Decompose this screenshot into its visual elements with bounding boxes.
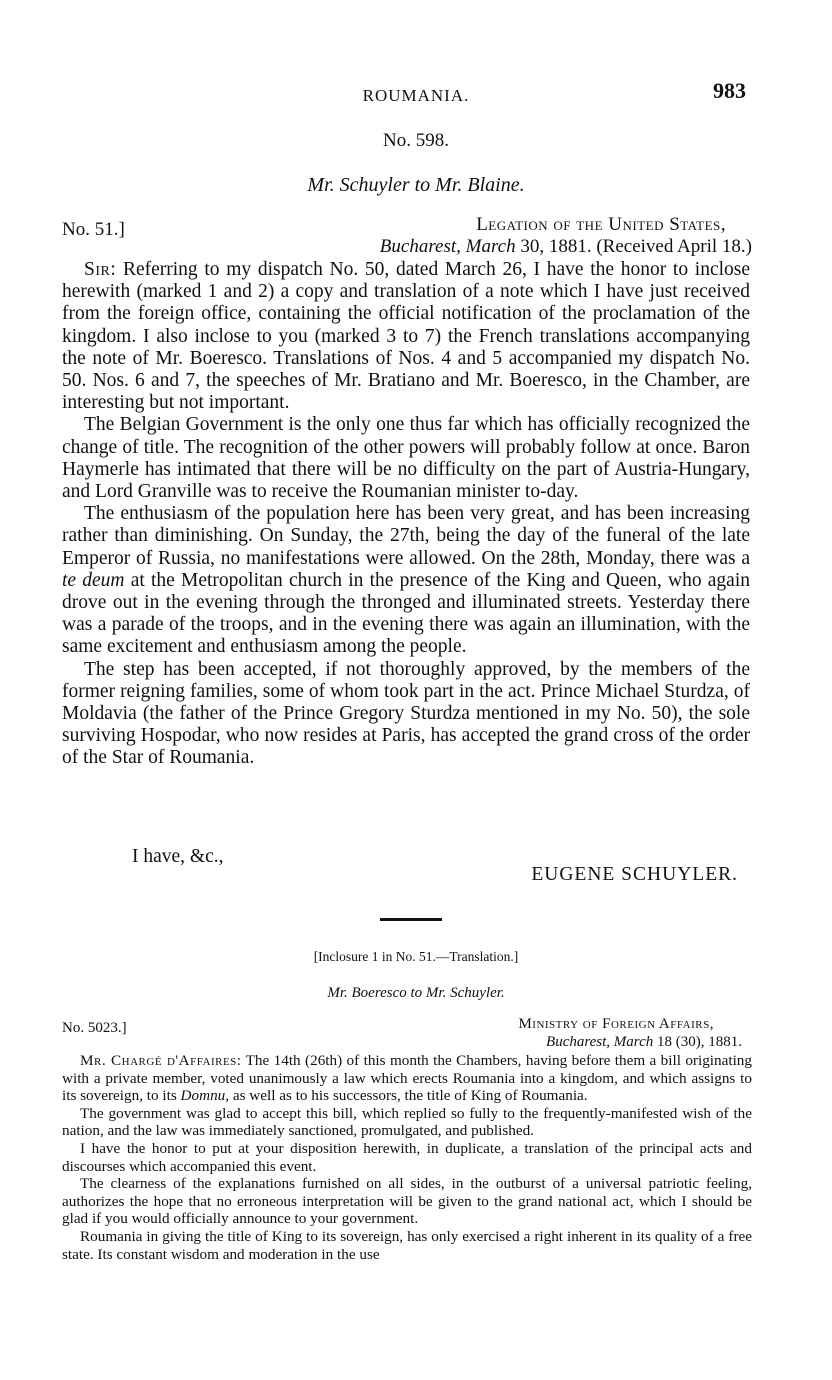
inclosure-number: No. 5023.]: [62, 1020, 127, 1036]
legation-line: Legation of the United States,: [476, 214, 726, 235]
letter-dateline: [379, 214, 752, 258]
inclosure-dateline: [518, 1015, 742, 1051]
paragraph-text: at the Metropolitan church in the presence of the King and Queen, who again drove out in the evening through the thronged and illuminated streets. Yesterday there was a parade of the troops, and in the evening there was again an illumination, with the same excitement and enthusiasm among the people.: [62, 569, 750, 658]
dispatch-number: No. 51.]: [62, 219, 125, 240]
inclosure-body: [62, 1052, 752, 1263]
paragraph-text: , as well as to his successors, the title of King of Roumania.: [225, 1087, 588, 1105]
inclosure-heading: Mr. Boeresco to Mr. Schuyler.: [327, 985, 505, 1001]
place-italic: Bucharest, March: [546, 1034, 654, 1050]
page-number: 983: [713, 78, 746, 103]
paragraph: [62, 1052, 752, 1105]
salutation: Mr. Chargé d'Affaires:: [80, 1052, 242, 1069]
paragraph: [62, 503, 750, 658]
ministry-line: Ministry of Foreign Affairs,: [518, 1016, 714, 1032]
salutation: Sir:: [84, 259, 117, 280]
date-line: [518, 1033, 742, 1051]
letter-heading: Mr. Schuyler to Mr. Blaine.: [307, 174, 525, 196]
date-line: [380, 236, 752, 258]
running-head: ROUMANIA.: [362, 86, 470, 105]
paragraph-text: The enthusiasm of the population here has been very great, and has been increasing rather than diminishing. On Sunday, the 27th, being the day of the funeral of the late Emperor of Russia, no manifestations were allowed. On the 28th, Monday, there was a: [62, 503, 750, 569]
place-italic: Bucharest, March: [379, 236, 516, 257]
letter-body: [62, 259, 750, 770]
date-received: 30, 1881. (Received April 18.): [515, 236, 752, 257]
paragraph: The government was glad to accept this bill, which replied so fully to the frequently-manifested wish of the nation, and the law was immediately sanctioned, promulgated, and published.: [62, 1104, 752, 1140]
inclosure-label: [Inclosure 1 in No. 51.—Translation.]: [313, 949, 519, 964]
paragraph-text: Referring to my dispatch No. 50, dated March 26, I have the honor to inclose herewith (marked 1 and 2) a copy and translation of a note which I have just received from the foreign office, containing the official notification of the proclamation of the kingdom. I also inclose to you (marked 3 to 7) the French translations accompanying the note of Mr. Boeresco. Translations of Nos. 4 and 5 accompanied my dispatch No. 50. Nos. 6 and 7, the speeches of Mr. Bratiano and Mr. Boeresco, in the Chamber, are interesting but not important.: [62, 259, 751, 414]
paragraph-text: The 14th (26th) of this month the Chambers, having before them a bill originating with a private member, voted unanimously a law which erects Roumania into a kingdom, and which assigns to its sovereign, to its: [62, 1052, 752, 1105]
italic-term: te deum: [62, 569, 125, 591]
paragraph: I have the honor to put at your disposition herewith, in duplicate, a translation of the principal acts and discourses which accompanied this event.: [62, 1139, 752, 1175]
paragraph: Roumania in giving the title of King to its sovereign, has only exercised a right inherent in its quality of a free state. Its constant wisdom and moderation in the use: [62, 1227, 752, 1263]
paragraph: The Belgian Government is the only one thus far which has officially recognized the change of title. The recognition of the other powers will probably follow at once. Baron Haymerle has intimated that there will be no difficulty on the part of Austria-Hungary, and Lord Granville was to receive the Roumanian minister to-day.: [62, 414, 750, 503]
italic-term: Domnu: [180, 1087, 226, 1105]
paragraph: The clearness of the explanations furnished on all sides, in the outburst of a universal patriotic feeling, authorizes the hope that no erroneous interpretation will be given to the grand national act, which I should be glad if you would officially announce to your government.: [62, 1175, 752, 1228]
signature: EUGENE SCHUYLER.: [531, 864, 738, 885]
section-divider: [380, 918, 442, 921]
date-text: 18 (30), 1881.: [653, 1034, 742, 1050]
closing: I have, &c.,: [132, 846, 224, 867]
document-number: No. 598.: [383, 130, 449, 151]
paragraph: [62, 259, 750, 414]
paragraph: The step has been accepted, if not thoroughly approved, by the members of the former reigning families, some of whom took part in the act. Prince Michael Sturdza, of Moldavia (the father of the Prince Gregory Sturdza mentioned in my No. 50), the sole surviving Hospodar, who now resides at Paris, has accepted the grand cross of the order of the Star of Roumania.: [62, 658, 750, 769]
